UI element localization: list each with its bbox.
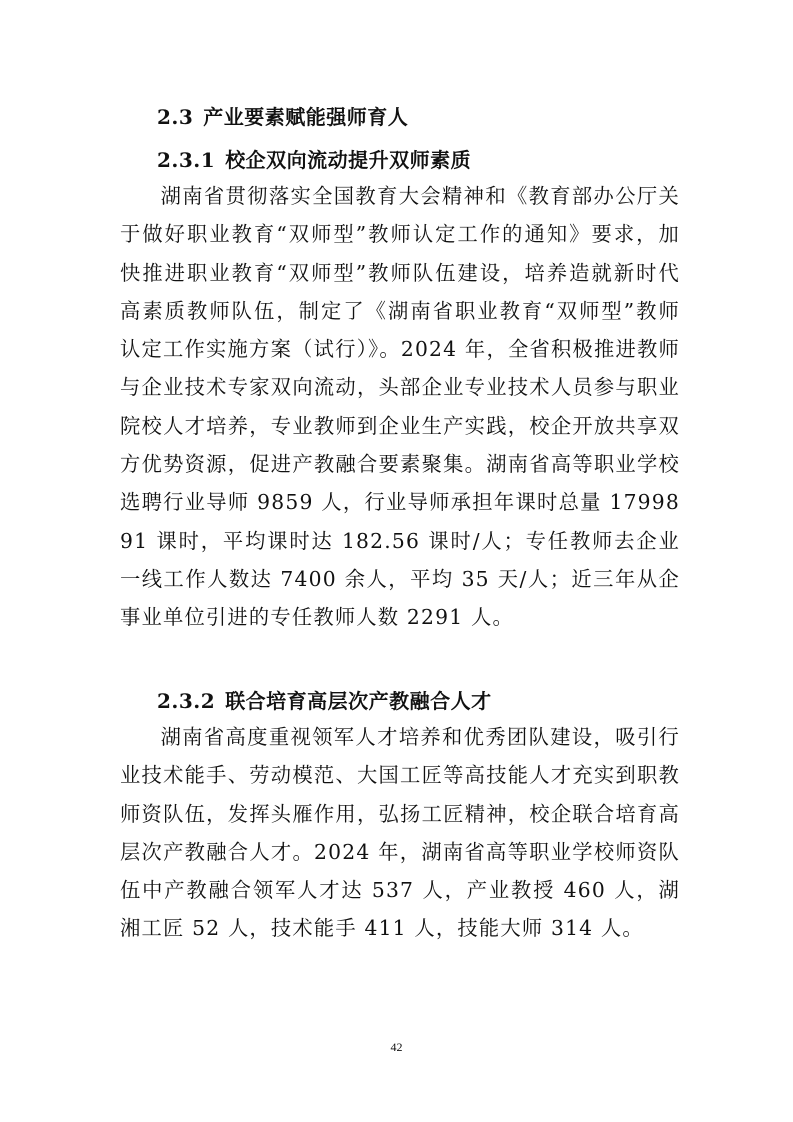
subsection-number-2: 2.3.2: [157, 689, 216, 713]
subsection-heading-1: [157, 147, 471, 173]
subsection-title-2: 联合培育高层次产教融合人才: [225, 689, 492, 713]
subsection-title-1: 校企双向流动提升双师素质: [225, 148, 472, 172]
section-number: 2.3: [157, 105, 194, 129]
paragraph-1: 湖南省贯彻落实全国教育大会精神和《教育部办公厅关于做好职业教育“双师型”教师认定工作的通知》要求，加快推进职业教育“双师型”教师队伍建设，培养造就新时代高素质教师队伍，制定了《湖南省职业教育“双师型”教师认定工作实施方案（试行）》。2024 年，全省积极推进教师与企业技术专家双向流动，头部企业专业技术人员参与职业院校人才培养，专业教师到企业生产实践，校企开放共享双方优势资源，促进产教融合要素聚集。湖南省高等职业学校选聘行业导师 9859 人，行业导师承担年课时总量 1799891 课时，平均课时达 182.56 课时/人；专任教师去企业一线工作人数达 7400 余人，平均 35 天/人；近三年从企事业单位引进的专任教师人数 2291 人。: [120, 184, 680, 630]
page-number: 42: [390, 1040, 403, 1054]
section-title: 产业要素赋能强师育人: [203, 105, 409, 129]
subsection-heading-2: [157, 688, 492, 714]
paragraph-2: 湖南省高度重视领军人才培养和优秀团队建设，吸引行业技术能手、劳动模范、大国工匠等高技能人才充实到职教师资队伍，发挥头雁作用，弘扬工匠精神，校企联合培育高层次产教融合人才。2024 年，湖南省高等职业学校师资队伍中产教融合领军人才达 537 人，产业教授 460 人，湖湘工匠 52 人，技术能手 411 人，技能大师 314 人。: [120, 725, 680, 941]
section-heading: [157, 104, 408, 130]
subsection-number-1: 2.3.1: [157, 148, 216, 172]
